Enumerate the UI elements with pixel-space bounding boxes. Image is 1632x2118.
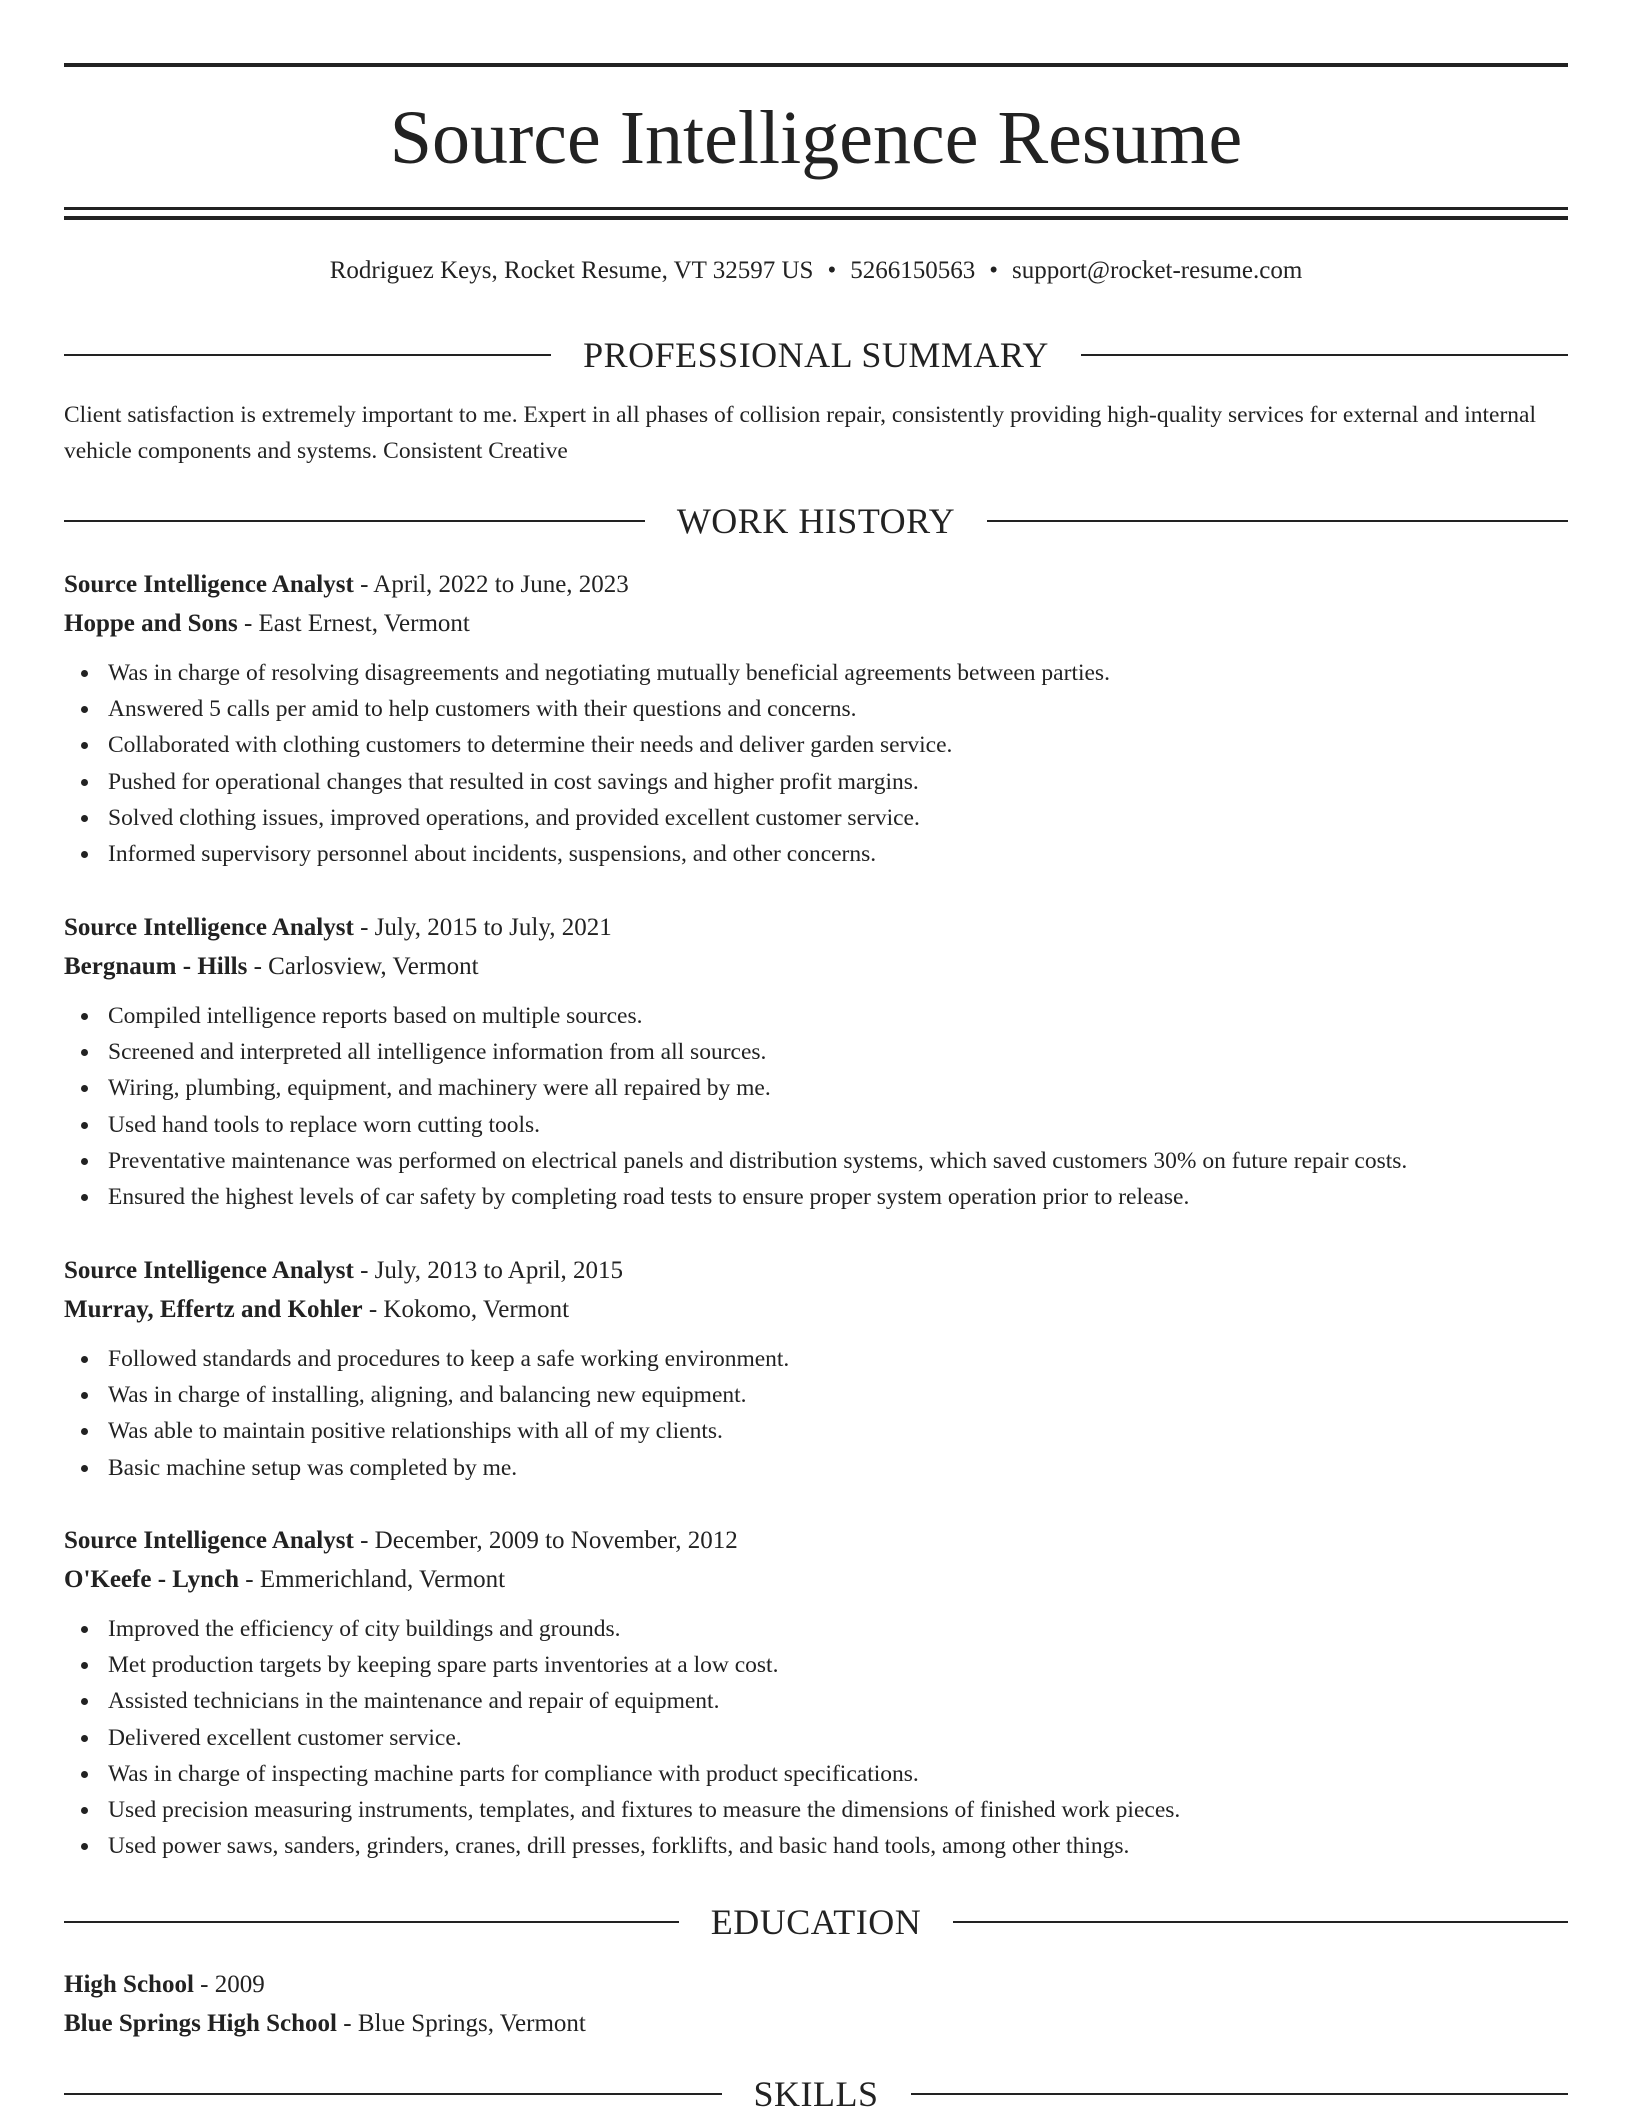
contact-address: Rodriguez Keys, Rocket Resume, VT 32597 US <box>329 257 814 284</box>
list-item: Met production targets by keeping spare parts inventories at a low cost. <box>64 1647 1568 1683</box>
job-title-line <box>64 565 1568 604</box>
divider <box>953 1921 1568 1923</box>
job-bullets <box>64 998 1568 1215</box>
job-title: Source Intelligence Analyst <box>64 571 354 598</box>
divider <box>911 2093 1569 2095</box>
list-item: Delivered excellent customer service. <box>64 1720 1568 1756</box>
list-item: Basic machine setup was completed by me. <box>64 1450 1568 1486</box>
list-item: Assisted technicians in the maintenance and repair of equipment. <box>64 1683 1568 1719</box>
divider <box>1081 354 1568 356</box>
top-rule <box>64 63 1568 67</box>
dash: - <box>253 953 262 980</box>
contact-phone: 5266150563 <box>850 257 976 284</box>
section-title: WORK HISTORY <box>676 501 956 541</box>
job-dates: July, 2013 to April, 2015 <box>374 1257 624 1284</box>
contact-separator: • <box>989 257 998 284</box>
list-item: Compiled intelligence reports based on multiple sources. <box>64 998 1568 1034</box>
divider <box>64 520 645 522</box>
dash: - <box>360 1257 369 1284</box>
list-item: Used power saws, sanders, grinders, cranes, drill presses, forklifts, and basic hand tools, among other things. <box>64 1828 1568 1864</box>
divider <box>64 1921 679 1923</box>
job-bullets <box>64 1341 1568 1486</box>
job-company: Hoppe and Sons <box>64 610 238 637</box>
divider <box>64 354 551 356</box>
section-heading-education <box>64 1898 1568 1946</box>
list-item: Followed standards and procedures to keep a safe working environment. <box>64 1341 1568 1377</box>
list-item: Answered 5 calls per amid to help customers with their questions and concerns. <box>64 691 1568 727</box>
job-title-line <box>64 908 1568 947</box>
list-item: Pushed for operational changes that resulted in cost savings and higher profit margins. <box>64 764 1568 800</box>
job-location: Kokomo, Vermont <box>383 1296 570 1323</box>
list-item: Screened and interpreted all intelligence information from all sources. <box>64 1034 1568 1070</box>
job-dates: December, 2009 to November, 2012 <box>374 1527 738 1554</box>
job-entry <box>64 1521 1568 1864</box>
resume-title: Source Intelligence Resume <box>389 96 1243 180</box>
job-company-line <box>64 947 1568 986</box>
education-degree: High School <box>64 1971 194 1998</box>
job-location: Carlosview, Vermont <box>268 953 479 980</box>
title-rule-thin <box>64 207 1568 210</box>
list-item: Improved the efficiency of city buildings and grounds. <box>64 1611 1568 1647</box>
job-title: Source Intelligence Analyst <box>64 914 354 941</box>
list-item: Was in charge of inspecting machine parts for compliance with product specifications. <box>64 1756 1568 1792</box>
section-title: PROFESSIONAL SUMMARY <box>583 335 1049 375</box>
job-title-line <box>64 1251 1568 1290</box>
summary-text: Client satisfaction is extremely important to me. Expert in all phases of collision repair, consistently providing high-quality services for external and internal vehicle components and systems. Consistent Creative <box>64 402 1536 464</box>
job-company-line <box>64 604 1568 643</box>
job-company-line <box>64 1560 1568 1599</box>
job-dates: April, 2022 to June, 2023 <box>373 571 629 598</box>
list-item: Used hand tools to replace worn cutting tools. <box>64 1107 1568 1143</box>
list-item: Used precision measuring instruments, templates, and fixtures to measure the dimensions of finished work pieces. <box>64 1792 1568 1828</box>
section-title: EDUCATION <box>710 1902 922 1942</box>
job-entry <box>64 908 1568 1215</box>
dash: - <box>360 914 369 941</box>
dash: - <box>368 1296 378 1323</box>
title-rule-thick <box>64 216 1568 220</box>
job-company: Bergnaum - Hills <box>64 953 248 980</box>
divider <box>64 2093 722 2095</box>
job-bullets <box>64 655 1568 872</box>
education-school: Blue Springs High School <box>64 2010 337 2037</box>
education-year: 2009 <box>214 1971 265 1998</box>
section-heading-work <box>64 497 1568 545</box>
job-entry <box>64 565 1568 872</box>
list-item: Informed supervisory personnel about incidents, suspensions, and other concerns. <box>64 836 1568 872</box>
job-entry <box>64 1251 1568 1486</box>
education-school-line <box>64 2004 1568 2043</box>
contact-email: support@rocket-resume.com <box>1012 257 1303 284</box>
job-dates: July, 2015 to July, 2021 <box>374 914 612 941</box>
dash: - <box>243 610 253 637</box>
list-item: Was able to maintain positive relationships with all of my clients. <box>64 1413 1568 1449</box>
list-item: Preventative maintenance was performed on electrical panels and distribution systems, which saved customers 30% on future repair costs. <box>64 1143 1568 1179</box>
job-title: Source Intelligence Analyst <box>64 1257 354 1284</box>
job-location: Emmerichland, Vermont <box>259 1566 506 1593</box>
dash: - <box>343 2010 352 2037</box>
list-item: Ensured the highest levels of car safety by completing road tests to ensure proper system operation prior to release. <box>64 1179 1568 1215</box>
job-company: Murray, Effertz and Kohler <box>64 1296 363 1323</box>
education-location: Blue Springs, Vermont <box>357 2010 586 2037</box>
job-company-line <box>64 1290 1568 1329</box>
job-title-line <box>64 1521 1568 1560</box>
dash: - <box>360 571 369 598</box>
job-location: East Ernest, Vermont <box>258 610 470 637</box>
contact-separator: • <box>827 257 837 284</box>
education-degree-line <box>64 1965 1568 2004</box>
list-item: Wiring, plumbing, equipment, and machinery were all repaired by me. <box>64 1070 1568 1106</box>
dash: - <box>245 1566 254 1593</box>
education-entry <box>64 1965 1568 2043</box>
list-item: Was in charge of resolving disagreements and negotiating mutually beneficial agreements between parties. <box>64 655 1568 691</box>
section-title: SKILLS <box>753 2074 879 2114</box>
job-company: O'Keefe - Lynch <box>64 1566 239 1593</box>
job-bullets <box>64 1611 1568 1864</box>
divider <box>987 520 1568 522</box>
job-title: Source Intelligence Analyst <box>64 1527 354 1554</box>
list-item: Was in charge of installing, aligning, and balancing new equipment. <box>64 1377 1568 1413</box>
section-heading-skills <box>64 2070 1568 2118</box>
list-item: Solved clothing issues, improved operations, and provided excellent customer service. <box>64 800 1568 836</box>
list-item: Collaborated with clothing customers to determine their needs and deliver garden service. <box>64 727 1568 763</box>
dash: - <box>200 1971 209 1998</box>
section-heading-summary <box>64 331 1568 379</box>
contact-line <box>64 254 1568 288</box>
dash: - <box>360 1527 369 1554</box>
